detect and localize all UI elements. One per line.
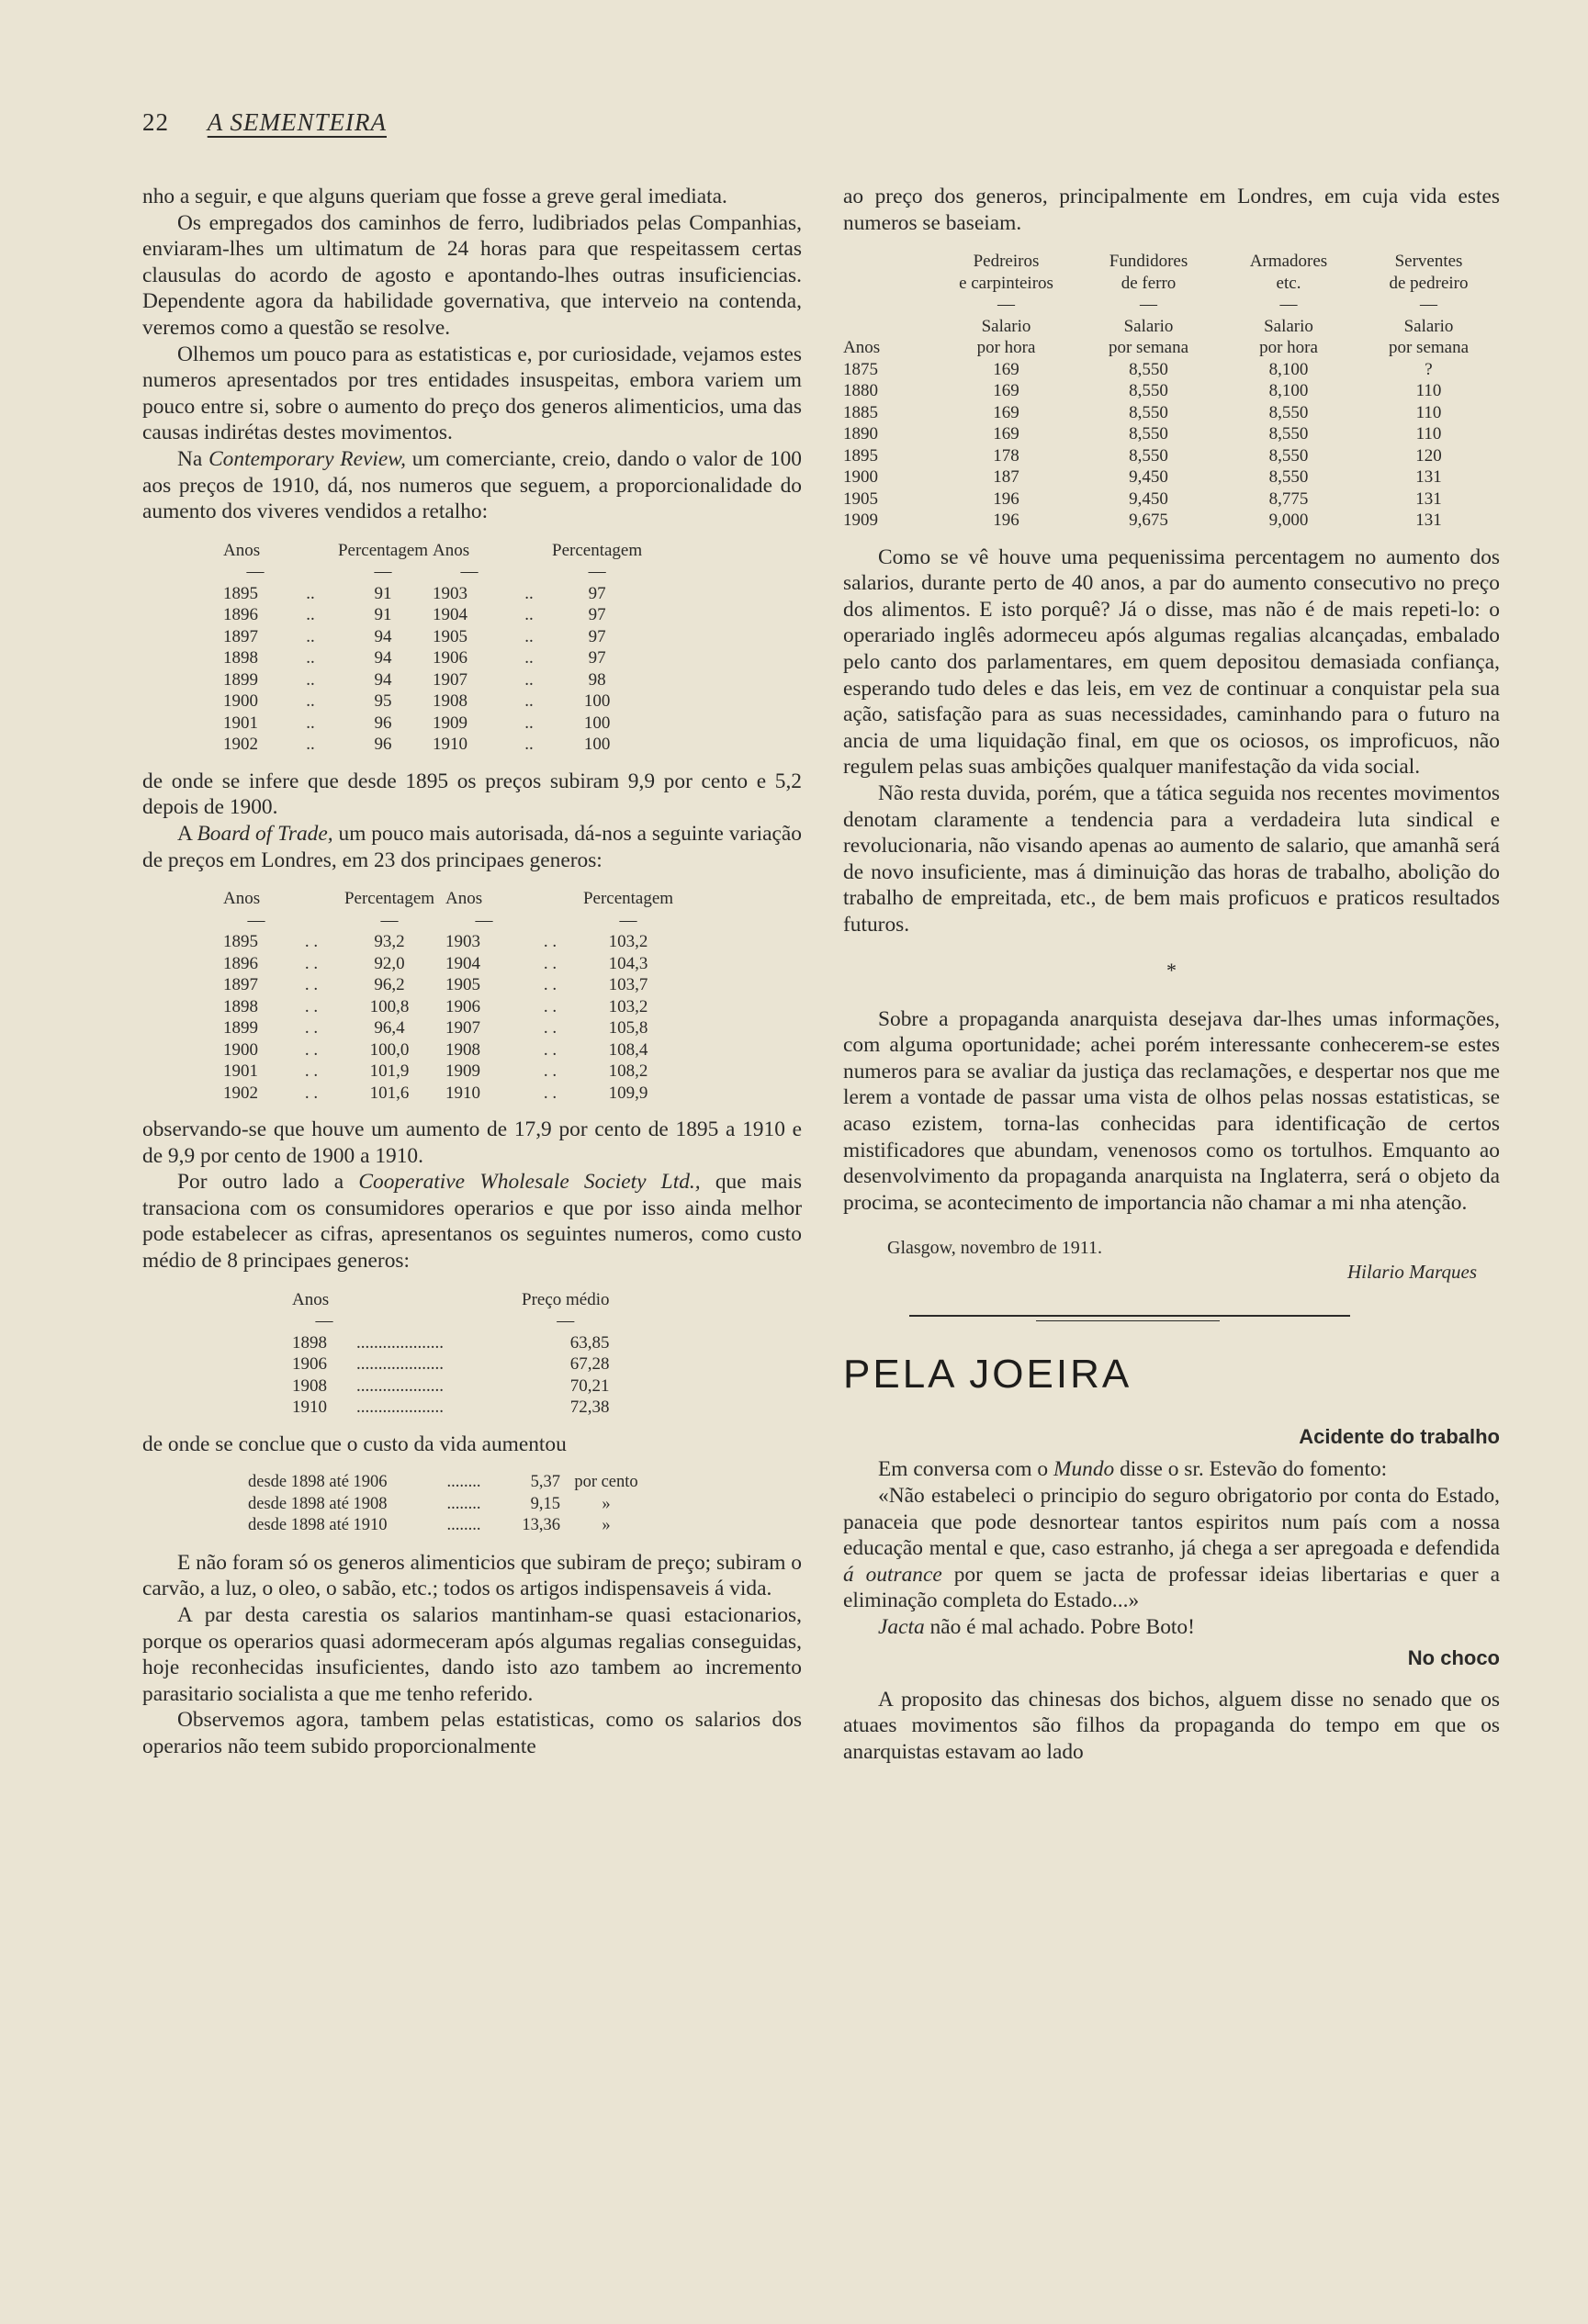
- column-header: Preço médio: [522, 1289, 610, 1309]
- publication-name: Contemporary Review,: [208, 446, 406, 471]
- section-separator: *: [1166, 958, 1177, 982]
- column-header: Percentagem: [582, 889, 674, 909]
- cost-increase-table: [248, 1472, 652, 1537]
- section-rule: [843, 1298, 1500, 1331]
- table-row: 1896 . . 92,0 1904 . . 104,3: [223, 953, 648, 973]
- column-header: Percentagem: [344, 889, 435, 909]
- paragraph: Observemos agora, tambem pelas estatisticas, como os salarios dos operarios não teem subido proporcionalmente: [142, 1708, 802, 1758]
- column-header: Anos: [843, 338, 881, 358]
- paragraph: Sobre a propaganda anarquista desejava dar-lhes umas informações, com alguma oportunidade; achei porém interessante conhecerem-se estes numeros para se avaliar da justiça das reclamações, e despertar nos que me lerem a vontade de passar uma vista de olhos pelas nossas estatisticas, se acaso ezistem, torna-las conhecidas para identificação de certos mistificadores que abundam, venenosos como os tortulhos. Emquanto ao desenvolvimento da propaganda anarquista na Inglaterra, será o objeto da procima, se acontecimento de importancia não chamar a mi nha atenção.: [843, 1006, 1500, 1215]
- column-header: Armadores: [1249, 252, 1328, 272]
- paragraph: Os empregados dos caminhos de ferro, ludibriados pelas Companhias, enviaram-lhes um ultimatum de 24 horas para que respeitassem certas clausulas do acordo de agosto e apontando-lhes outras insuficiencias. Dependente agora da habilidade governativa, que interveio na contenda, veremos como a questão se resolve.: [142, 210, 802, 340]
- subheading: Acidente do trabalho: [1299, 1425, 1500, 1449]
- table-row: 1897 . . 96,2 1905 . . 103,7: [223, 975, 648, 995]
- column-header: Anos: [223, 889, 261, 909]
- paragraph: Por outro lado a Cooperative Wholesale Society Ltd., que mais transaciona com os consumidores operarios e que por isso ainda melhor pode estabelecer as cifras, apresentanos os seguintes numeros, como custo médio de 8 principaes generos:: [142, 1170, 802, 1274]
- paragraph: A proposito das chinesas dos bichos, alguem disse no senado que os atuaes movimentos são filhos da propaganda do tempo em que os anarquistas estavam ao lado: [843, 1687, 1500, 1764]
- table-row: 1900 .. 95 1908 .. 100: [223, 691, 611, 712]
- paragraph: Em conversa com o Mundo disse o sr. Estevão do fomento:: [878, 1457, 1388, 1482]
- page-number: 22: [142, 108, 169, 136]
- paragraph: Na Contemporary Review, um comerciante, creio, dando o valor de 100 aos preços de 1910, dá, nos numeros que seguem, a proporcionalidade do aumento dos viveres vendidos a retalho:: [142, 446, 803, 524]
- table-row: 1901 . . 101,9 1909 . . 108,2: [223, 1061, 648, 1082]
- paragraph: ao preço dos generos, principalmente em Londres, em cuja vida estes numeros se baseiam.: [843, 185, 1500, 235]
- table-row: 1895 .. 91 1903 .. 97: [223, 583, 606, 603]
- table-row: desde 1898 até 1908 ........ 9,15 »: [248, 1494, 611, 1513]
- table-row: 1899 .. 94 1907 .. 98: [223, 669, 606, 690]
- paragraph: A Board of Trade, um pouco mais autorisada, dá-nos a seguinte variação de preços em Londres, em 23 dos principaes generos:: [142, 821, 802, 872]
- paragraph: de onde se conclue que o custo da vida aumentou: [142, 1431, 567, 1456]
- wages-table: Pedreiros Fundidores Armadores Serventes e carpinteiros de ferro etc. de pedreiro — — — — Salario Salario Salario Salario Anos por hora por semana por hora por semana 1875 169 8,550 8,100 ? 1880 169 8,550 8,100 110 1885 169 8,550 8,550 110 1890 169 8,550 8,550 110 1895 178 8,550 8,550 120 1900 187 9,450 8,550 131 1905 196 9,450 8,775 131 1909 196 9,675 9,000 131: [843, 251, 1500, 532]
- column-header: Anos: [445, 889, 483, 909]
- table-row: 1902 . . 101,6 1910 . . 109,9: [223, 1083, 648, 1103]
- organization-name: Cooperative Wholesale Society Ltd.,: [358, 1170, 701, 1195]
- retail-price-table: Anos Percentagem Anos Percentagem — — — — 1895 .. 91 1903 .. 97 1896 .. 91 1904 .. 97 1897 .. 94 1905 .. 97 1898 .. 94 1906 .. 97 1899 .. 94 1907 .. 98 1900 .. 95 1908 .. 100 1901 .. 96 1909 .. 100 1902 .. 96 1910 .. 100: [223, 540, 643, 755]
- column-header: Anos: [223, 540, 261, 560]
- left-column: [142, 184, 802, 1760]
- author-signature: Hilario Marques: [1347, 1261, 1477, 1284]
- london-price-table: Anos Percentagem Anos Percentagem — — — — 1895 . . 93,2 1903 . . 103,2 1896 . . 92,0 1904 . . 104,3 1897 . . 96,2 1905 . . 103,7 1898 . . 100,8 1906 . . 103,2 1899 . . 96,4 1907 . . 105,8 1900 . . 100,0 1908 . . 108,4 1901 . . 101,9 1909 . . 108,2 1902 . . 101,6 1910 . . 109,9: [223, 888, 679, 1104]
- paragraph: Jacta não é mal achado. Pobre Boto!: [878, 1614, 1195, 1639]
- paragraph: Olhemos um pouco para as estatisticas e, por curiosidade, vejamos estes numeros apresentados por tres entidades insuspeitas, embora variem um pouco entre si, sobre o aumento do preço dos generos alimenticios, uma das causas indirétas destes movimentos.: [142, 342, 802, 445]
- column-header: Percentagem: [552, 540, 643, 560]
- publication-name: Board of Trade,: [197, 821, 333, 846]
- table-row: 1885 169 8,550 8,550 110: [843, 402, 1442, 422]
- column-header: Fundidores: [1109, 252, 1188, 272]
- quotation: «Não estabeleci o principio do seguro obrigatorio por conta do Estado, panaceia que pode desnortear tantos espiritos num país com a nossa educação mental e que, caso estranho, já chega a ser apregoada e defendida á outrance por quem se jacta de professar ideias libertarias e quer a eliminação completa do Estado...»: [843, 1483, 1500, 1613]
- running-header: [142, 108, 387, 137]
- column-header: Anos: [433, 540, 470, 560]
- column-header: Serventes: [1394, 252, 1463, 272]
- table-row: 1905 196 9,450 8,775 131: [843, 488, 1442, 509]
- table-row: 1875 169 8,550 8,100 ?: [843, 359, 1433, 379]
- section-title: PELA JOEIRA: [843, 1352, 1132, 1398]
- column-header: Pedreiros: [973, 252, 1040, 272]
- table-row: 1880 169 8,550 8,100 110: [843, 381, 1442, 401]
- table-row: 1898 . . 100,8 1906 . . 103,2: [223, 996, 648, 1016]
- table-row: 1900 187 9,450 8,550 131: [843, 467, 1442, 488]
- signoff-place-date: Glasgow, novembro de 1911.: [887, 1238, 1103, 1259]
- table-row: 1898 .................... 63,85: [292, 1332, 610, 1353]
- table-row: 1902 .. 96 1910 .. 100: [223, 735, 611, 755]
- right-column: [843, 184, 1500, 1765]
- paragraph: de onde se infere que desde 1895 os preços subiram 9,9 por cento e 5,2 depois de 1900.: [142, 769, 802, 820]
- column-header: Anos: [292, 1289, 330, 1309]
- paragraph: Não resta duvida, porém, que a tática seguida nos recentes movimentos denotam claramente a tendencia para a verdadeira luta sindical e revolucionaria, não visando apenas ao aumento de salario, que amanhã será de novo insuficiente, mas á diminuição das horas de trabalho, abolição do trabalho de empreitada, etc., de bem mais proficuos e praticos resultados futuros.: [843, 781, 1500, 937]
- paragraph: nho a seguir, e que alguns queriam que fosse a greve geral imediata.: [142, 185, 727, 208]
- table-row: 1890 169 8,550 8,550 110: [843, 424, 1442, 444]
- table-row: 1901 .. 96 1909 .. 100: [223, 713, 611, 733]
- average-price-table: Anos Preço médio — — 1898 .................... 63,85 1906 .................... 67,28 1908 .................... 70,21 1910 .................... 72,38: [292, 1289, 610, 1418]
- table-row: 1899 . . 96,4 1907 . . 105,8: [223, 1018, 648, 1039]
- publication-name: Mundo: [1053, 1457, 1115, 1482]
- column-header: Percentagem: [337, 540, 429, 560]
- paragraph: E não foram só os generos alimenticios que subiram de preço; subiram o carvão, a luz, o oleo, o sabão, etc.; todos os artigos indispensaveis á vida.: [142, 1550, 802, 1601]
- subheading: No choco: [1407, 1645, 1500, 1669]
- table-row: 1897 .. 94 1905 .. 97: [223, 626, 606, 646]
- table-row: 1908 .................... 70,21: [292, 1375, 610, 1396]
- table-row: 1895 . . 93,2 1903 . . 103,2: [223, 932, 648, 952]
- table-row: desde 1898 até 1906 ........ 5,37 por cento: [248, 1473, 638, 1492]
- table-row: 1910 .................... 72,38: [292, 1398, 610, 1418]
- table-row: 1896 .. 91 1904 .. 97: [223, 605, 606, 625]
- journal-title: A SEMENTEIRA: [207, 108, 387, 136]
- table-row: desde 1898 até 1910 ........ 13,36 »: [248, 1516, 611, 1535]
- table-row: 1898 .. 94 1906 .. 97: [223, 648, 606, 668]
- paragraph: observando-se que houve um aumento de 17,9 por cento de 1895 a 1910 e de 9,9 por cento de 1900 a 1910.: [142, 1117, 802, 1168]
- paragraph: Como se vê houve uma pequenissima percentagem no aumento dos salarios, durante perto de 40 anos, a par do aumento consecutivo no preço dos alimentos. E isto porquê? Já o disse, mas não é de mais repeti-lo: o operariado inglês adormeceu após algumas regalias alcançadas, embalado pelo canto dos parlamentares, em quem depositou demasiada confiança, esperando tudo deles e das leis, em vez de continuar a conquistar pela sua ação, satisfação para as suas necessidades, caminhando para o futuro na ancia de uma liquidação final, em que os ociosos, os improficuos, não regulem pelas suas ambições qualquer manifestação da vida social.: [843, 545, 1500, 780]
- table-row: 1895 178 8,550 8,550 120: [843, 445, 1442, 466]
- table-row: 1906 .................... 67,28: [292, 1354, 610, 1375]
- table-row: 1909 196 9,675 9,000 131: [843, 511, 1442, 531]
- paragraph: A par desta carestia os salarios mantinham-se quasi estacionarios, porque os operarios quasi adormeceram após algumas regalias conseguidas, hoje reconhecidas insuficientes, dando isto azo tambem ao incremento parasitario socialista a que me tenho referido.: [142, 1602, 802, 1706]
- table-row: 1900 . . 100,0 1908 . . 108,4: [223, 1039, 648, 1060]
